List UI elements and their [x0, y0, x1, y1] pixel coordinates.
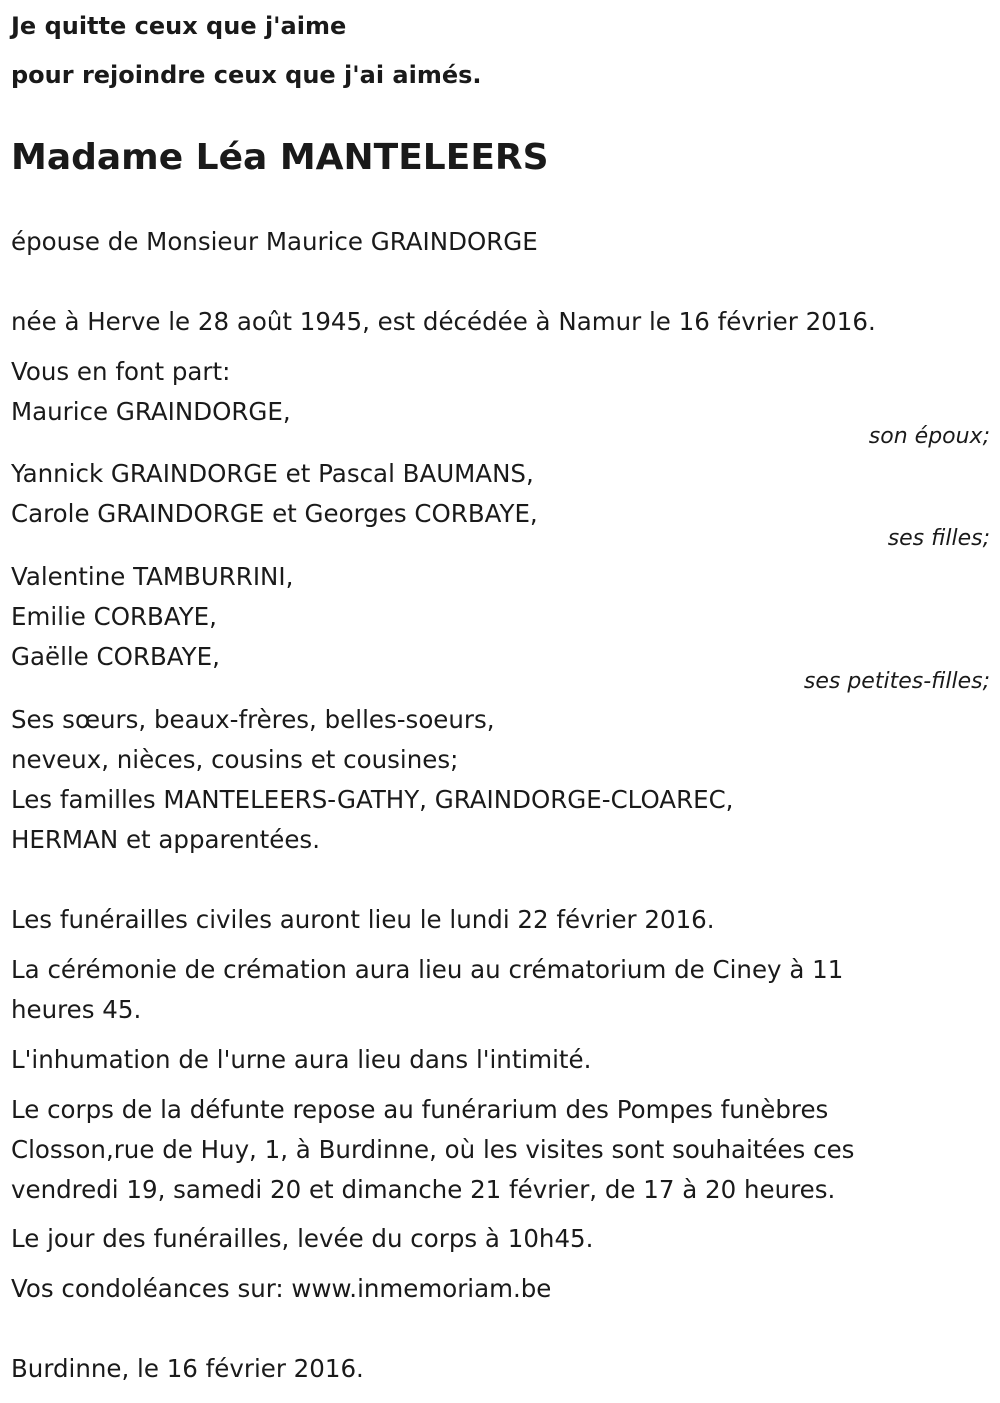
ceremony-line: La cérémonie de crémation aura lieu au crématorium de Ciney à 11 [11, 955, 844, 984]
mourner-name: Maurice GRAINDORGE, [11, 397, 291, 426]
mourner-name: Carole GRAINDORGE et Georges CORBAYE, [11, 499, 538, 528]
epigraph-line-1: Je quitte ceux que j'aime [11, 12, 347, 40]
relation-label-granddaughters: ses petites-filles; [803, 669, 990, 694]
visits-line: Closson,rue de Huy, 1, à Burdinne, où les visites sont souhaitées ces [11, 1135, 855, 1164]
closing-place-date: Burdinne, le 16 février 2016. [11, 1354, 364, 1383]
relation-label-spouse: son époux; [868, 424, 990, 449]
visits-line: Le corps de la défunte repose au funérarium des Pompes funèbres [11, 1095, 829, 1124]
burial-line: L'inhumation de l'urne aura lieu dans l'intimité. [11, 1045, 592, 1074]
birth-death-line: née à Herve le 28 août 1945, est décédée à Namur le 16 février 2016. [11, 307, 876, 336]
deceased-name: Madame Léa MANTELEERS [11, 137, 549, 178]
relation-label-daughters: ses filles; [887, 526, 990, 551]
mourner-name: Valentine TAMBURRINI, [11, 562, 294, 591]
family-line: Ses sœurs, beaux-frères, belles-soeurs, [11, 705, 495, 734]
departure-line: Le jour des funérailles, levée du corps à 10h45. [11, 1224, 594, 1253]
announcement-intro: Vous en font part: [11, 357, 231, 386]
mourner-name: Gaëlle CORBAYE, [11, 642, 220, 671]
mourner-name: Emilie CORBAYE, [11, 602, 217, 631]
spouse-line: épouse de Monsieur Maurice GRAINDORGE [11, 227, 538, 256]
family-line: neveux, nièces, cousins et cousines; [11, 745, 459, 774]
ceremony-line: heures 45. [11, 995, 142, 1024]
condolences-line: Vos condoléances sur: www.inmemoriam.be [11, 1274, 552, 1303]
visits-line: vendredi 19, samedi 20 et dimanche 21 février, de 17 à 20 heures. [11, 1175, 836, 1204]
family-line: Les familles MANTELEERS-GATHY, GRAINDORGE-CLOAREC, [11, 785, 734, 814]
family-line: HERMAN et apparentées. [11, 825, 320, 854]
funeral-date-line: Les funérailles civiles auront lieu le lundi 22 février 2016. [11, 905, 715, 934]
mourner-name: Yannick GRAINDORGE et Pascal BAUMANS, [11, 459, 534, 488]
epigraph-line-2: pour rejoindre ceux que j'ai aimés. [11, 61, 482, 89]
